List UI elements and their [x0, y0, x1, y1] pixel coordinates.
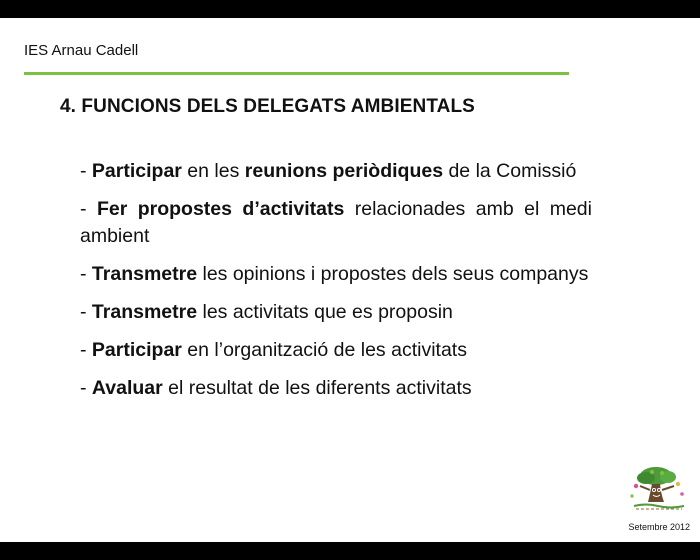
slide: [0, 18, 700, 542]
school-name: IES Arnau Cadell: [24, 42, 139, 59]
list-item: - Fer propostes d’activitats relacionades amb el medi ambient: [80, 198, 592, 247]
header-divider: [24, 72, 569, 75]
list-item: - Participar en l’organització de les activitats: [80, 339, 467, 361]
footer-date: Setembre 2012: [628, 522, 690, 532]
list-item: - Avaluar el resultat de les diferents activitats: [80, 377, 472, 399]
tree-logo-icon: [626, 464, 692, 512]
list-item: - Participar en les reunions periòdiques de la Comissió: [80, 160, 577, 182]
slide-title: 4. FUNCIONS DELS DELEGATS AMBIENTALS: [60, 96, 475, 117]
list-item: - Transmetre les activitats que es proposin: [80, 301, 453, 323]
functions-list: [80, 158, 592, 413]
list-item: - Transmetre les opinions i propostes dels seus companys: [80, 263, 589, 285]
